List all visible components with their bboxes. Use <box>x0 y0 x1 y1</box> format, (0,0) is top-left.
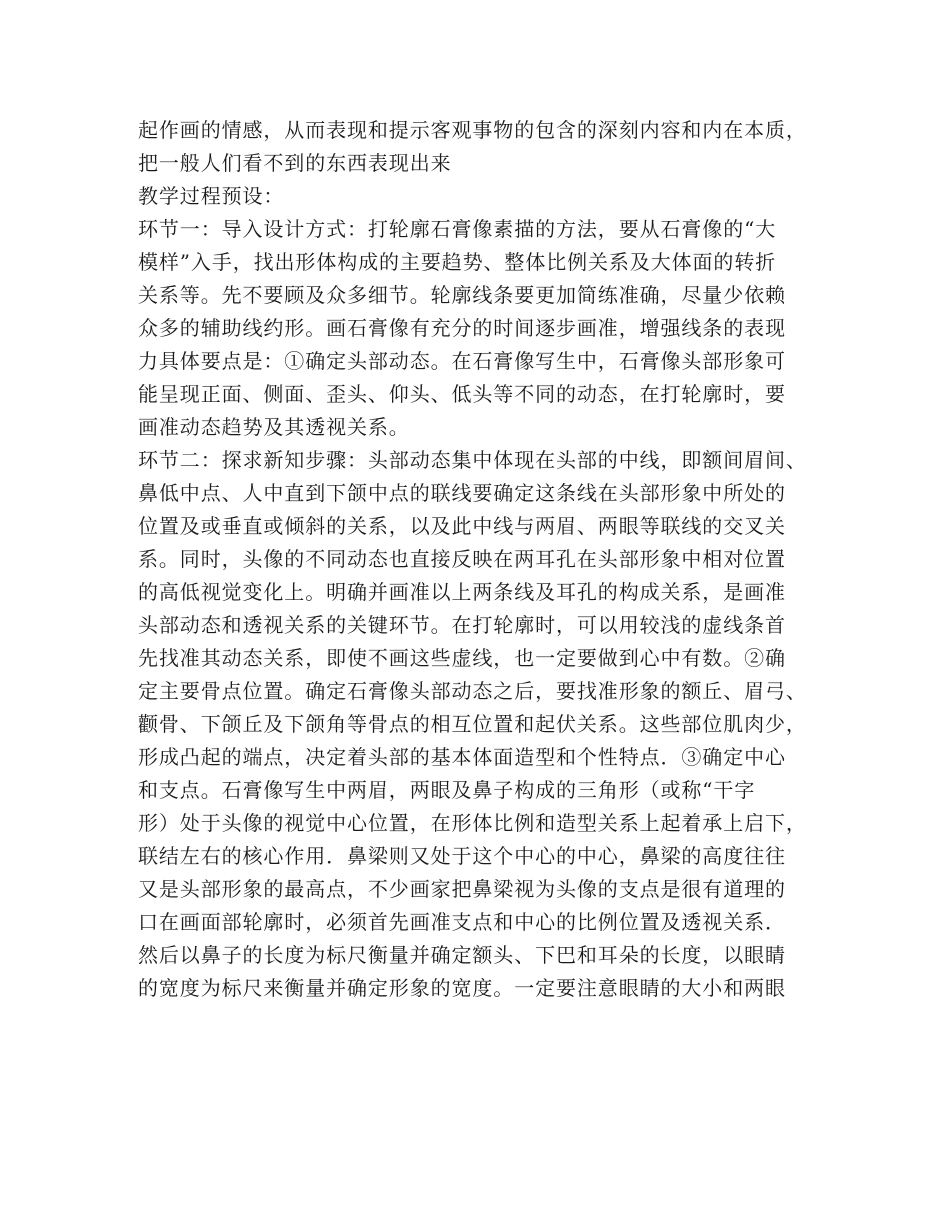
text-line: 先找准其动态关系，即使不画这些虚线，也一定要做到心中有数。②确 <box>138 646 786 670</box>
text-line: 颧骨、下颌丘及下颌角等骨点的相互位置和起伏关系。这些部位肌肉少， <box>138 712 807 736</box>
text-line: 环节二：探求新知步骤：头部动态集中体现在头部的中线，即额间眉间、 <box>138 448 807 472</box>
text-line: 的高低视觉变化上。明确并画准以上两条线及耳孔的构成关系，是画准 <box>138 580 786 604</box>
text-line: 然后以鼻子的长度为标尺衡量并确定额头、下巴和耳朵的长度，以眼睛 <box>138 943 786 967</box>
text-line: 又是头部形象的最高点，不少画家把鼻梁视为头像的支点是很有道理的 <box>138 877 786 901</box>
text-line: 头部动态和透视关系的关键环节。在打轮廓时，可以用较浅的虚线条首 <box>138 613 786 637</box>
text-line: 的宽度为标尺来衡量并确定形象的宽度。一定要注意眼睛的大小和两眼 <box>138 976 786 1000</box>
text-line: 系。同时，头像的不同动态也直接反映在两耳孔在头部形象中相对位置 <box>138 547 786 571</box>
text-line: 形成凸起的端点，决定着头部的基本体面造型和个性特点．③确定中心 <box>138 745 786 769</box>
text-line: 联结左右的核心作用．鼻梁则又处于这个中心的中心，鼻梁的高度往往 <box>138 844 786 868</box>
text-line: 定主要骨点位置。确定石膏像头部动态之后，要找准形象的额丘、眉弓、 <box>138 679 807 703</box>
text-line: 画准动态趋势及其透视关系。 <box>138 415 410 439</box>
text-line: 起作画的情感，从而表现和提示客观事物的包含的深刻内容和内在本质， <box>138 118 807 142</box>
text-line: 形）处于头像的视觉中心位置，在形体比例和造型关系上起着承上启下， <box>138 811 807 835</box>
text-line: 和支点。石膏像写生中两眉，两眼及鼻子构成的三角形（或称“干字 <box>138 778 756 802</box>
section-heading: 教学过程预设： <box>138 184 285 208</box>
text-line: 把一般人们看不到的东西表现出来 <box>138 151 452 175</box>
text-line: 众多的辅助线约形。画石膏像有充分的时间逐步画准，增强线条的表现 <box>138 316 786 340</box>
text-line: 鼻低中点、人中直到下颌中点的联线要确定这条线在头部形象中所处的 <box>138 481 786 505</box>
text-line: 模样”入手，找出形体构成的主要趋势、整体比例关系及大体面的转折 <box>138 250 777 274</box>
text-line: 关系等。先不要顾及众多细节。轮廓线条要更加简练准确，尽量少依赖 <box>138 283 786 307</box>
text-line: 力具体要点是：①确定头部动态。在石膏像写生中，石膏像头部形象可 <box>138 349 786 373</box>
text-line: 能呈现正面、侧面、歪头、仰头、低头等不同的动态，在打轮廓时，要 <box>138 382 786 406</box>
text-line: 环节一：导入设计方式：打轮廓石膏像素描的方法，要从石膏像的“大 <box>138 217 777 241</box>
body-text <box>138 114 828 1005</box>
text-line: 口在画面部轮廓时，必须首先画准支点和中心的比例位置及透视关系． <box>138 910 786 934</box>
text-line: 位置及或垂直或倾斜的关系，以及此中线与两眉、两眼等联线的交叉关 <box>138 514 786 538</box>
